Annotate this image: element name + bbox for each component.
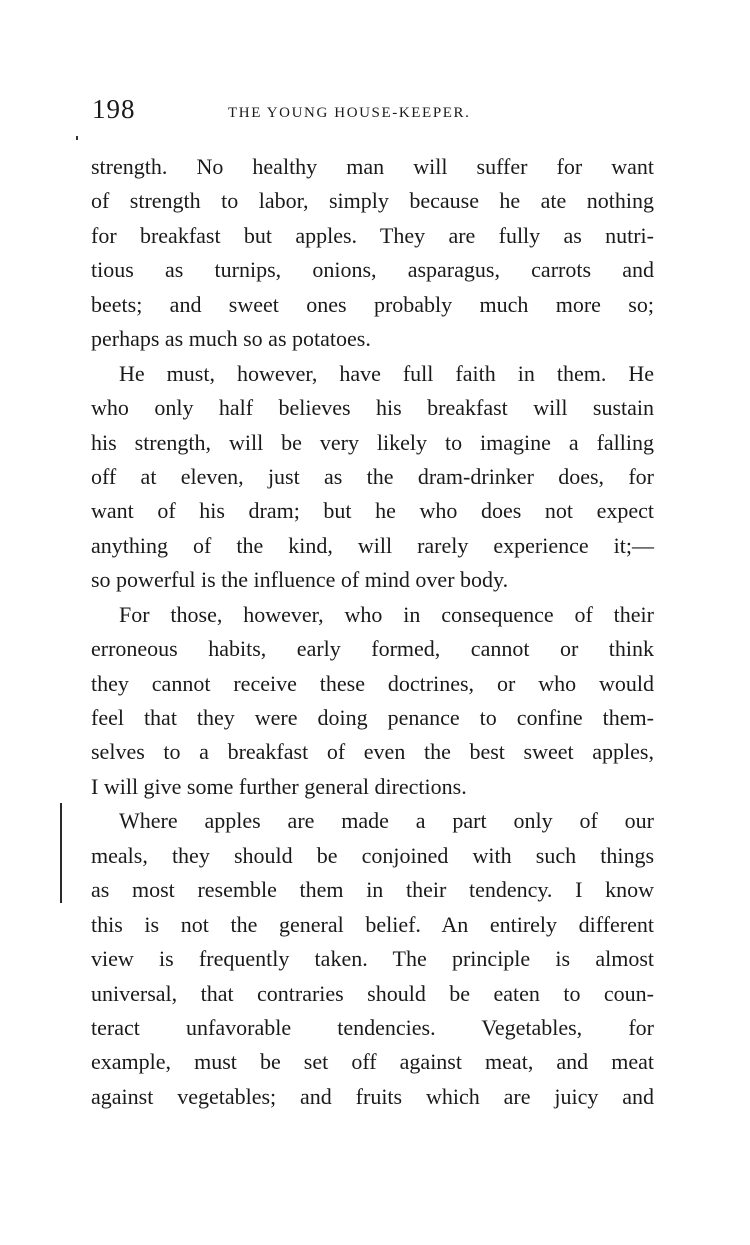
- running-title: THE YOUNG HOUSE-KEEPER.: [228, 105, 471, 121]
- paragraph-start-line: For those, however, who in consequence of their: [119, 601, 654, 627]
- text-line: I will give some further general directions.: [91, 773, 467, 799]
- text-line: for breakfast but apples. They are fully as nutri-: [91, 222, 654, 248]
- text-line: his strength, will be very likely to imagine a falling: [91, 429, 654, 455]
- text-line: this is not the general belief. An entirely different: [91, 911, 654, 937]
- text-line: universal, that contraries should be eaten to coun-: [91, 980, 654, 1006]
- text-line: erroneous habits, early formed, cannot or think: [91, 636, 654, 662]
- paragraph-start-line: He must, however, have full faith in them. He: [119, 360, 654, 386]
- text-line: meals, they should be conjoined with such things: [91, 842, 654, 868]
- text-line: selves to a breakfast of even the best sweet apples,: [91, 739, 654, 765]
- running-header: [92, 94, 658, 128]
- paragraph-start-line: Where apples are made a part only of our: [119, 808, 654, 834]
- margin-tick-mark: [76, 136, 78, 140]
- text-line: tious as turnips, onions, asparagus, carrots and: [91, 257, 654, 283]
- text-line: beets; and sweet ones probably much more so;: [91, 291, 654, 317]
- body-text: [91, 150, 654, 1114]
- margin-pencil-mark: [60, 803, 62, 903]
- page-number: 198: [92, 94, 136, 124]
- text-line: view is frequently taken. The principle is almost: [91, 946, 654, 972]
- text-line: feel that they were doing penance to confine them-: [91, 705, 654, 730]
- text-line: so powerful is the influence of mind over body.: [91, 567, 509, 593]
- text-line: as most resemble them in their tendency. I know: [91, 877, 654, 903]
- text-line: they cannot receive these doctrines, or who would: [91, 670, 654, 696]
- text-line: teract unfavorable tendencies. Vegetables, for: [91, 1014, 654, 1040]
- text-line: example, must be set off against meat, and meat: [91, 1049, 654, 1075]
- text-line: off at eleven, just as the dram-drinker does, for: [91, 463, 654, 489]
- text-line: strength. No healthy man will suffer for want: [91, 154, 654, 179]
- text-line: anything of the kind, will rarely experience it;—: [91, 532, 654, 558]
- text-line: of strength to labor, simply because he ate nothing: [91, 188, 654, 214]
- text-line: want of his dram; but he who does not expect: [91, 498, 654, 524]
- text-line: perhaps as much so as potatoes.: [91, 326, 371, 352]
- text-line: against vegetables; and fruits which are juicy and: [91, 1083, 654, 1109]
- text-line: who only half believes his breakfast will sustain: [91, 395, 654, 421]
